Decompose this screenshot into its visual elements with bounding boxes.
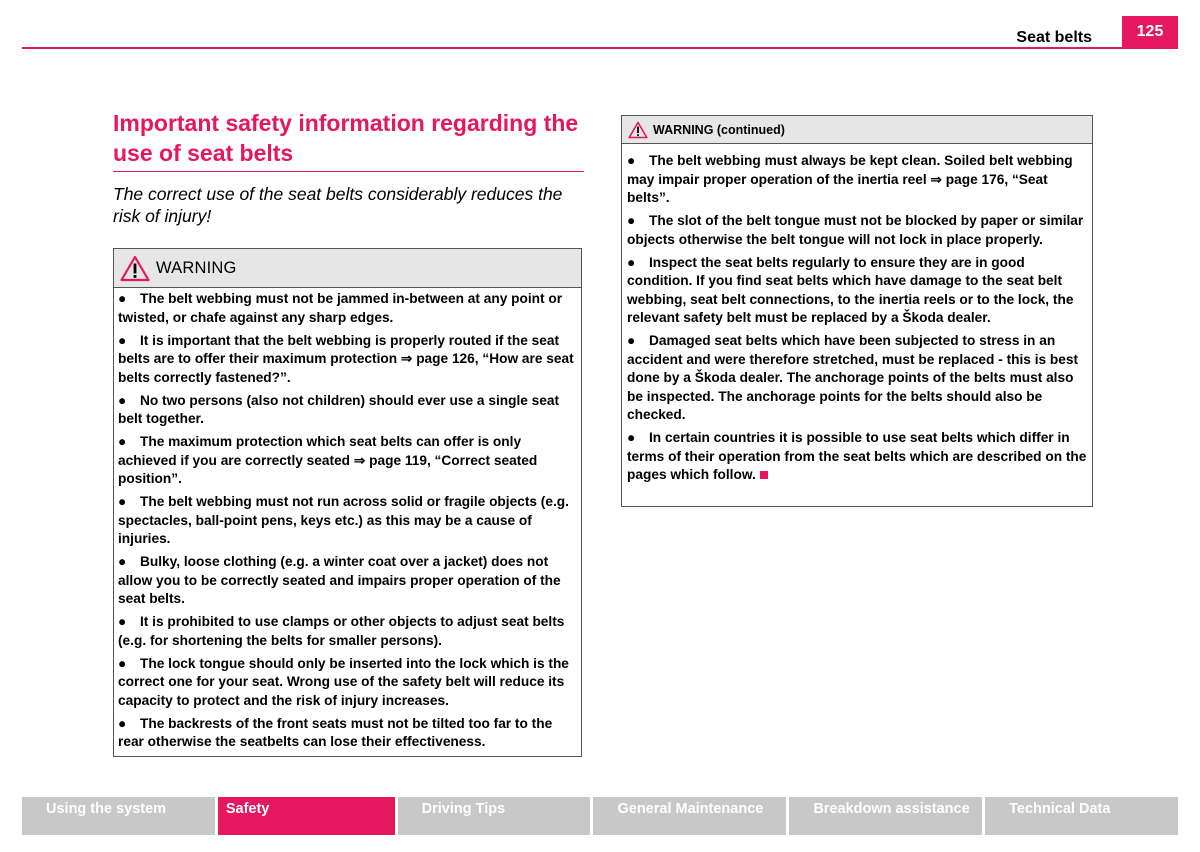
bullet-icon: ● [118,332,127,348]
warning-list [114,288,581,752]
warning-item: ● The belt webbing must not be jammed in-between at any point or twisted, or chafe against any sharp edges. [118,291,563,325]
warning-item: ● Damaged seat belts which have been subjected to stress in an accident and were therefore stretched, must be replaced - this is best done by a Škoda dealer. The anchorage points of the belts must also be inspected. The anchorage points for the belts should also be checked. [627,333,1079,422]
warning-item: ● In certain countries it is possible to use seat belts which differ in terms of their operation from the seat belts which are described on the pages which follow. [627,430,1087,482]
header-rule [22,47,1178,49]
warning-header [114,249,581,288]
bullet-icon: ● [627,333,636,348]
bullet-icon: ● [627,153,636,168]
tab-general-maintenance[interactable]: General Maintenance [593,797,786,835]
warning-continued-header [622,116,1092,144]
section-title: Seat belts [1016,29,1092,46]
bullet-icon: ● [118,715,127,731]
warning-box [113,248,582,757]
warning-continued-box [621,115,1093,507]
bullet-icon: ● [118,291,127,306]
page-title: Important safety information regarding the use of seat belts [113,110,579,166]
bullet-icon: ● [118,392,127,408]
tab-safety[interactable]: Safety [218,797,395,835]
intro-text: The correct use of the seat belts considerably reduces the risk of injury! [113,184,563,226]
bullet-icon: ● [627,213,636,228]
warning-triangle-icon [120,255,150,282]
bullet-icon: ● [118,494,127,509]
tab-using-the-system[interactable]: Using the system [22,797,215,835]
warning-continued-label: WARNING (continued) [653,122,785,137]
warning-item: ● It is important that the belt webbing is properly routed if the seat belts are to offer their maximum protection ⇒ page 126, “How are seat belts correctly fastened?”. [118,332,574,385]
bullet-icon: ● [627,254,636,270]
bullet-icon: ● [118,554,127,569]
warning-item: ● The belt webbing must always be kept clean. Soiled belt webbing may impair proper operation of the inertia reel ⇒ page 176, “Seat belts”. [627,153,1073,205]
warning-item: ● The belt webbing must not run across solid or fragile objects (e.g. spectacles, ball-point pens, keys etc.) as this may be a cause of injuries. [118,494,569,546]
warning-item: ● The backrests of the front seats must not be tilted too far to the rear otherwise the seatbelts can lose their effectiveness. [118,715,553,749]
warning-item: ● The lock tongue should only be inserted into the lock which is the correct one for your seat. Wrong use of the safety belt will reduce its capacity to protect and the risk of injury increases. [118,655,569,708]
warning-item: ● No two persons (also not children) should ever use a single seat belt together. [118,392,560,426]
tab-driving-tips[interactable]: Driving Tips [398,797,591,835]
warning-item: ● The slot of the belt tongue must not be blocked by paper or similar objects otherwise the belt tongue will not lock in place properly. [627,213,1084,247]
warning-item: ● Inspect the seat belts regularly to ensure they are in good condition. If you find seat belts which have damage to the seat belt webbing, seat belt connections, to the inertia reels or to the lock, the relevant safety belt must be replaced by a Škoda dealer. [627,254,1074,325]
warning-item: ● Bulky, loose clothing (e.g. a winter coat over a jacket) does not allow you to be correctly seated and impairs proper operation of the seat belts. [118,554,561,606]
warning-triangle-icon [628,121,648,139]
bullet-icon: ● [118,655,127,671]
bullet-icon: ● [118,614,127,629]
warning-item: ● The maximum protection which seat belts can offer is only achieved if you are correctly seated ⇒ page 119, “Correct seated position”. [118,434,538,486]
bullet-icon: ● [627,430,636,445]
warning-item: ● It is prohibited to use clamps or other objects to adjust seat belts (e.g. for shortening the belts for smaller persons). [118,614,565,648]
page-number: 125 [1122,16,1178,48]
bullet-icon: ● [118,434,127,449]
end-marker-icon [760,471,768,479]
warning-label: WARNING [156,258,237,277]
title-rule [113,171,584,172]
warning-continued-list [622,144,1092,485]
footer-nav [22,797,1178,835]
tab-breakdown-assistance[interactable]: Breakdown assistance [789,797,982,835]
tab-technical-data[interactable]: Technical Data [985,797,1178,835]
